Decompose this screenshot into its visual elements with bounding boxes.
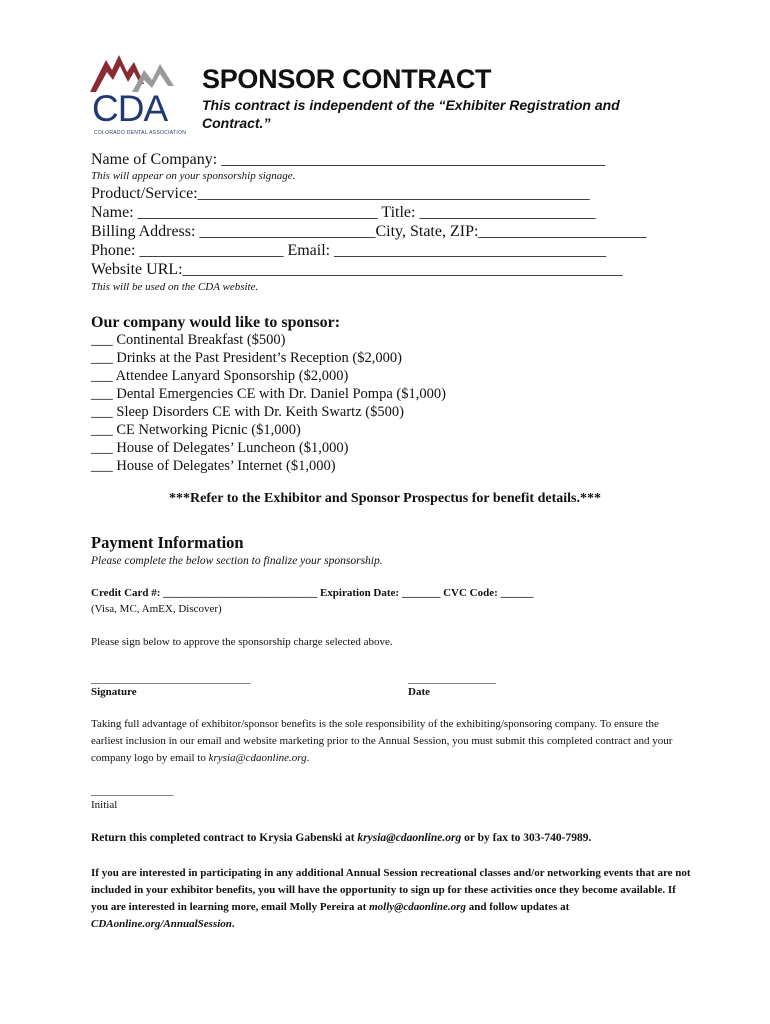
date-line[interactable]: ________________ — [408, 673, 496, 685]
product-service-field[interactable]: Product/Service:_________________________________________________ — [91, 185, 590, 202]
page-title: SPONSOR CONTRACT — [202, 64, 492, 94]
website-note: This will be used on the CDA website. — [91, 281, 259, 293]
sponsor-options-list — [91, 331, 446, 475]
signature-line[interactable]: _____________________________ — [91, 673, 251, 685]
additional-activities-paragraph — [91, 865, 691, 933]
date-label: Date — [408, 686, 430, 698]
benefits-text: Taking full advantage of exhibitor/sponsor benefits is the sole responsibility of the exhibiting/sponsoring company. To ensure the earliest inclusion in our email and website marketing prior to the Annual Session, you must submit this completed contract and your company logo by email to — [91, 718, 673, 764]
sponsor-option[interactable]: ___ House of Delegates’ Internet ($1,000) — [91, 458, 336, 474]
payment-note: Please complete the below section to finalize your sponsorship. — [91, 555, 383, 567]
additional-email: molly@cdaonline.org — [369, 901, 466, 913]
credit-card-field[interactable]: Credit Card #: ____________________________ Expiration Date: _______ CVC Code: ______ — [91, 587, 534, 599]
cda-logo — [82, 50, 192, 140]
sponsor-option[interactable]: ___ CE Networking Picnic ($1,000) — [91, 422, 301, 438]
benefits-email: krysia@cdaonline.org — [208, 752, 307, 764]
prospectus-note: ***Refer to the Exhibitor and Sponsor Prospectus for benefit details.*** — [169, 491, 601, 506]
benefits-paragraph — [91, 716, 681, 767]
additional-site: CDAonline.org/AnnualSession — [91, 918, 232, 930]
page-subtitle: This contract is independent of the “Exhibiter Registration and Contract.” — [202, 97, 620, 131]
company-name-note: This will appear on your sponsorship signage. — [91, 170, 296, 182]
initial-line[interactable]: _______________ — [91, 785, 174, 797]
sponsor-option[interactable]: ___ Attendee Lanyard Sponsorship ($2,000) — [91, 368, 349, 384]
signature-label: Signature — [91, 686, 137, 698]
return-instruction — [91, 832, 591, 844]
logo-letters: CDA — [92, 88, 168, 129]
billing-address-field[interactable]: Billing Address: ______________________City, State, ZIP:_____________________ — [91, 223, 647, 240]
initial-label: Initial — [91, 799, 118, 811]
sponsor-option[interactable]: ___ Continental Breakfast ($500) — [91, 332, 286, 348]
website-url-field[interactable]: Website URL:_______________________________________________________ — [91, 261, 623, 278]
company-name-field[interactable]: Name of Company: ________________________________________________ — [91, 151, 606, 168]
sponsor-option[interactable]: ___ House of Delegates’ Luncheon ($1,000) — [91, 440, 349, 456]
sponsor-option[interactable]: ___ Sleep Disorders CE with Dr. Keith Swartz ($500) — [91, 404, 404, 420]
additional-end: . — [231, 918, 235, 930]
return-before: Return this completed contract to Krysia Gabenski at — [91, 832, 358, 844]
sign-note: Please sign below to approve the sponsorship charge selected above. — [91, 636, 393, 648]
return-email: krysia@cdaonline.org — [357, 832, 462, 844]
additional-text: If you are interested in participating in any additional Annual Session recreational classes and/or networking events that are not included in your exhibitor benefits, you will have the opportunity to sign up for these activities once they become available. If you are interested in learning more, email Molly Pereira at — [91, 867, 691, 913]
logo-subtitle: COLORADO DENTAL ASSOCIATION — [94, 130, 187, 136]
card-types: (Visa, MC, AmEX, Discover) — [91, 603, 222, 615]
sponsor-option[interactable]: ___ Drinks at the Past President’s Reception ($2,000) — [91, 350, 402, 366]
phone-email-field[interactable]: Phone: __________________ Email: __________________________________ — [91, 242, 607, 259]
additional-mid: and follow updates at — [465, 901, 570, 913]
name-title-field[interactable]: Name: ______________________________ Title: ______________________ — [91, 204, 596, 221]
return-after: or by fax to 303-740-7989. — [461, 832, 592, 844]
payment-heading: Payment Information — [91, 533, 244, 552]
benefits-end: . — [306, 752, 310, 764]
sponsor-heading: Our company would like to sponsor: — [91, 314, 341, 331]
sponsor-option[interactable]: ___ Dental Emergencies CE with Dr. Daniel Pompa ($1,000) — [91, 386, 446, 402]
